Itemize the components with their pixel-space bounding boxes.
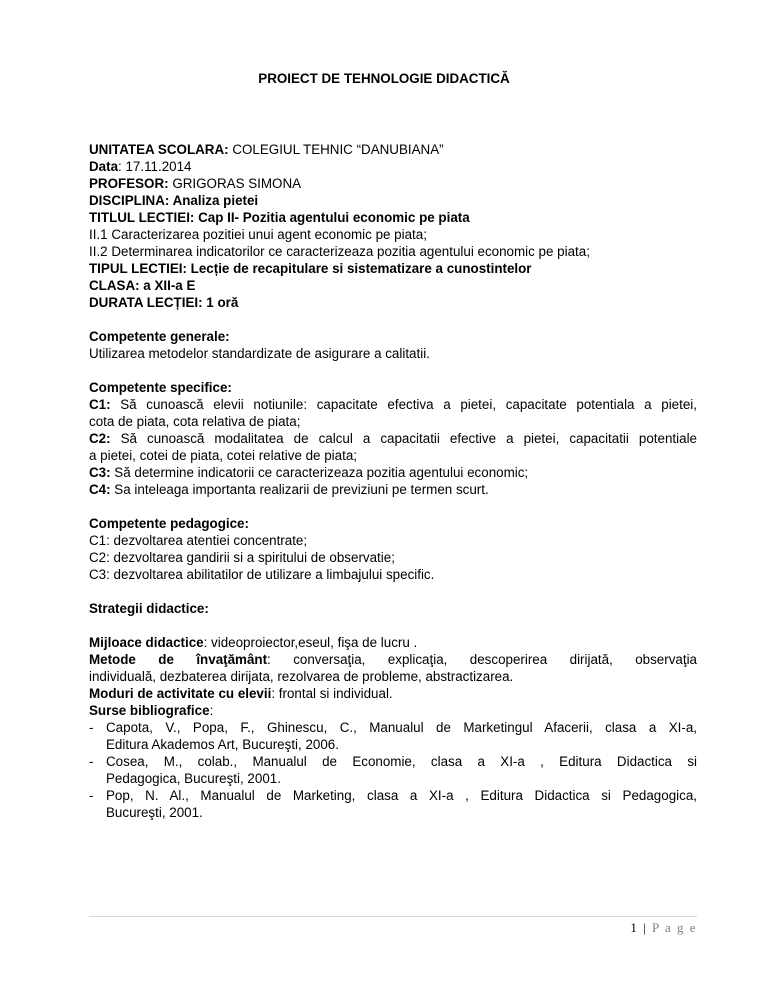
date-line	[89, 158, 697, 175]
lesson-title-line: TITLUL LECTIEI: Cap II- Pozitia agentului economic pe piata	[89, 210, 470, 225]
school-label: UNITATEA SCOLARA:	[89, 142, 229, 157]
specific-c4-text: Sa inteleaga importanta realizarii de previziuni pe termen scurt.	[110, 482, 489, 497]
date-label: Data	[89, 159, 119, 174]
methods-label: Metode de învaţământ	[89, 652, 268, 667]
discipline-line: DISCIPLINA: Analiza pietei	[89, 193, 259, 208]
document-body	[89, 141, 697, 821]
bibliography-item-2-line2: Pedagogica, Bucureşti, 2001.	[106, 771, 281, 786]
methods-line2: individuală, dezbaterea dirijata, rezolvarea de probleme, abstractizarea.	[89, 669, 514, 684]
specific-c2-label: C2:	[89, 431, 111, 446]
specific-c1-line2: cota de piata, cota relativa de piata;	[89, 414, 301, 429]
bibliography-item-2-line1: Cosea, M., colab., Manualul de Economie, clasa a XI-a , Editura Didactica si	[106, 754, 697, 769]
means-label: Mijloace didactice	[89, 635, 204, 650]
general-competences-text: Utilizarea metodelor standardizate de asigurare a calitatii.	[89, 346, 430, 361]
page-number: 1	[630, 920, 639, 935]
activity-value: : frontal si individual.	[271, 686, 393, 701]
school-line	[89, 141, 697, 158]
bibliography-item-2	[89, 753, 697, 787]
bullet-dash: -	[89, 754, 94, 769]
subtopic-2: II.2 Determinarea indicatorilor ce caracterizeaza pozitia agentului economic pe piata;	[89, 244, 590, 259]
bullet-dash: -	[89, 720, 94, 735]
means-line	[89, 634, 697, 651]
school-value: COLEGIUL TEHNIC “DANUBIANA”	[228, 142, 444, 157]
methods-line1	[89, 651, 697, 668]
page-separator: |	[638, 920, 652, 935]
specific-c3	[89, 464, 697, 481]
pedagogic-competences-heading: Competente pedagogice:	[89, 516, 249, 531]
activity-label: Moduri de activitate cu elevii	[89, 686, 272, 701]
date-value: : 17.11.2014	[118, 159, 192, 174]
specific-c2-line1	[89, 430, 697, 447]
pedagogic-c2: C2: dezvoltarea gandirii si a spiritului de observatie;	[89, 550, 395, 565]
teacher-label: PROFESOR:	[89, 176, 169, 191]
page-footer	[630, 919, 697, 936]
specific-c2-line2: a pietei, cotei de piata, cotei relative de piata;	[89, 448, 357, 463]
strategies-heading: Strategii didactice:	[89, 601, 209, 616]
bibliography-item-3	[89, 787, 697, 821]
subtopic-1: II.1 Caracterizarea pozitiei unui agent economic pe piata;	[89, 227, 427, 242]
bibliography-item-1-line1: Capota, V., Popa, F., Ghinescu, C., Manualul de Marketingul Afacerii, clasa a XI-a,	[106, 720, 697, 735]
bibliography-item-1-line2: Editura Akademos Art, Bucureşti, 2006.	[106, 737, 339, 752]
specific-c1-label: C1:	[89, 397, 111, 412]
means-value: : videoproiector,eseul, fişa de lucru .	[203, 635, 418, 650]
sources-label: Surse bibliografice	[89, 703, 210, 718]
pedagogic-c3: C3: dezvoltarea abilitatilor de utilizare a limbajului specific.	[89, 567, 435, 582]
class-line: CLASA: a XII-a E	[89, 278, 196, 293]
page-word: P a g e	[651, 920, 697, 935]
footer-divider	[89, 916, 697, 917]
bullet-dash: -	[89, 788, 94, 803]
teacher-line	[89, 175, 697, 192]
specific-c3-text: Să determine indicatorii ce caracterizeaza pozitia agentului economic;	[110, 465, 529, 480]
specific-c4-label: C4:	[89, 482, 111, 497]
bibliography-item-1	[89, 719, 697, 753]
sources-colon: :	[209, 703, 214, 718]
specific-c1-text: Să cunoască elevii notiunile: capacitate efectiva a pietei, capacitate potentiala a pietei,	[110, 397, 697, 412]
specific-c1-line1	[89, 396, 697, 413]
lesson-type-line: TIPUL LECTIEI: Lecție de recapitulare si sistematizare a cunostintelor	[89, 261, 532, 276]
specific-c2-text: Să cunoască modalitatea de calcul a capacitatii efective a pietei, capacitatii potentiale	[110, 431, 697, 446]
specific-competences-heading: Competente specifice:	[89, 380, 232, 395]
duration-line: DURATA LECȚIEI: 1 oră	[89, 295, 239, 310]
bibliography-item-3-line1: Pop, N. Al., Manualul de Marketing, clasa a XI-a , Editura Didactica si Pedagogica,	[106, 788, 697, 803]
specific-c3-label: C3:	[89, 465, 111, 480]
general-competences-heading: Competente generale:	[89, 329, 230, 344]
activity-line	[89, 685, 697, 702]
sources-line	[89, 702, 697, 719]
specific-c4	[89, 481, 697, 498]
teacher-value: GRIGORAS SIMONA	[168, 176, 302, 191]
pedagogic-c1: C1: dezvoltarea atentiei concentrate;	[89, 533, 308, 548]
document-title: PROIECT DE TEHNOLOGIE DIDACTICĂ	[258, 71, 510, 86]
methods-text: : conversaţia, explicaţia, descoperirea dirijată, observaţia	[267, 652, 697, 667]
bibliography-item-3-line2: Bucureşti, 2001.	[106, 805, 203, 820]
